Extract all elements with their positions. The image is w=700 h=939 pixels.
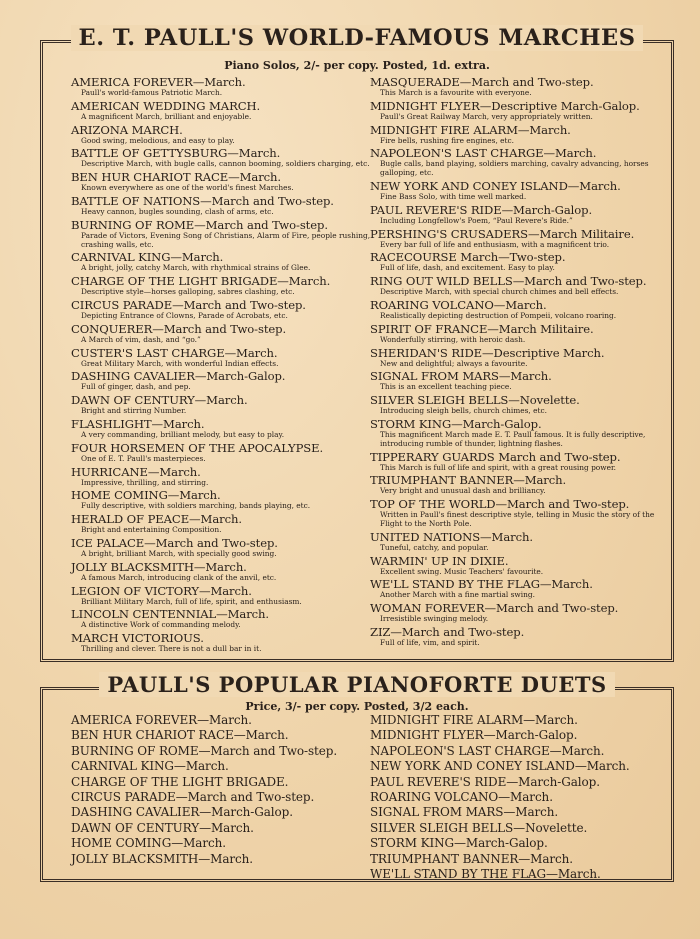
march-title: MIDNIGHT FIRE ALARM—March. [370, 122, 571, 137]
march-entry [370, 123, 675, 146]
march-entry [370, 146, 675, 178]
march-entry [370, 473, 675, 496]
march-title: BEN HUR CHARIOT RACE—March. [71, 170, 281, 185]
march-entry [71, 465, 376, 488]
march-entry [370, 393, 675, 416]
march-description: This magnificent March made E. T. Paull famous. It is fully descriptive, introducing rumble of thunder, lightning flashes. [380, 429, 646, 448]
march-entry [71, 584, 376, 607]
march-title: STORM KING—March-Galop. [370, 416, 542, 431]
march-description: One of E. T. Paull's masterpieces. [81, 453, 206, 463]
march-title: BATTLE OF NATIONS—March and Two-step. [71, 193, 334, 208]
march-description: A March of vim, dash, and “go.” [81, 334, 201, 344]
duet-title: BEN HUR CHARIOT RACE—March. [71, 728, 289, 743]
march-entry [370, 227, 675, 250]
march-entry [71, 441, 376, 464]
march-title: CONQUERER—March and Two-step. [71, 321, 287, 336]
march-title: BATTLE OF GETTYSBURG—March. [71, 146, 281, 161]
duet-title: CHARGE OF THE LIGHT BRIGADE. [71, 774, 289, 789]
march-description: Full of ginger, dash, and pep. [81, 382, 191, 392]
march-title: BURNING OF ROME—March and Two-step. [71, 217, 328, 232]
march-entry [370, 250, 675, 273]
march-description: New and delightful; always a favourite. [380, 358, 528, 368]
march-entry [370, 346, 675, 369]
march-title: LINCOLN CENTENNIAL—March. [71, 607, 270, 622]
march-title: CARNIVAL KING—March. [71, 250, 224, 265]
march-title: UNITED NATIONS—March. [370, 529, 533, 544]
march-entry [71, 99, 376, 122]
march-title: JOLLY BLACKSMITH—March. [71, 559, 247, 574]
march-title: CHARGE OF THE LIGHT BRIGADE—March. [71, 274, 331, 289]
march-description: Another March with a fine martial swing. [380, 590, 535, 600]
duets-panel [40, 672, 674, 882]
march-description: Tuneful, catchy, and popular. [380, 542, 489, 552]
march-description: Impressive, thrilling, and stirring. [81, 477, 209, 487]
march-description: Great Military March, with wonderful Indian effects. [81, 358, 279, 368]
march-entry [71, 170, 376, 193]
march-title: ROARING VOLCANO—March. [370, 297, 547, 312]
march-entry [71, 146, 376, 169]
march-description: Introducing sleigh bells, church chimes, etc. [380, 406, 547, 416]
march-entry [370, 601, 675, 624]
march-title: WE'LL STAND BY THE FLAG—March. [370, 577, 593, 592]
march-description: Thrilling and clever. There is not a dull bar in it. [81, 644, 262, 654]
march-entry [71, 369, 376, 392]
march-title: CIRCUS PARADE—March and Two-step. [71, 297, 306, 312]
march-title: TIPPERARY GUARDS March and Two-step. [370, 449, 621, 464]
duet-title: ROARING VOLCANO—March. [370, 790, 553, 805]
march-description: Heavy cannon, bugles sounding, clash of arms, etc. [81, 206, 274, 216]
march-entry [370, 322, 675, 345]
march-entry [370, 274, 675, 297]
march-title: FLASHLIGHT—March. [71, 416, 205, 431]
march-title: RACECOURSE March—Two-step. [370, 250, 566, 265]
march-entry [370, 450, 675, 473]
march-description: Good swing, melodious, and easy to play. [81, 135, 235, 145]
march-entry [71, 536, 376, 559]
march-description: Fire bells, rushing fire engines, etc. [380, 135, 514, 145]
march-description: Bugle calls, band playing, soldiers marching, cavalry advancing, horses galloping, etc. [380, 159, 649, 178]
march-description: Including Longfellow's Poem, “Paul Revere's Ride.” [380, 215, 573, 225]
march-title: CUSTER'S LAST CHARGE—March. [71, 345, 278, 360]
duet-title: MIDNIGHT FIRE ALARM—March. [370, 713, 578, 727]
march-title: TRIUMPHANT BANNER—March. [370, 473, 567, 488]
march-title: SILVER SLEIGH BELLS—Novelette. [370, 393, 580, 408]
duet-title: BURNING OF ROME—March and Two-step. [71, 743, 338, 758]
march-title: TOP OF THE WORLD—March and Two-step. [370, 497, 630, 512]
duet-title: SILVER SLEIGH BELLS—Novelette. [370, 820, 588, 835]
march-description: Excellent swing. Music Teachers' favourite. [380, 566, 544, 576]
march-title: SPIRIT OF FRANCE—March Militaire. [370, 321, 594, 336]
march-description: A distinctive Work of commanding melody. [81, 620, 241, 630]
march-description: Depicting Entrance of Clowns, Parade of Acrobats, etc. [81, 310, 288, 320]
march-entry [370, 203, 675, 226]
march-description: Full of life, dash, and excitement. Easy to play. [380, 263, 555, 273]
duet-title: DAWN OF CENTURY—March. [71, 820, 254, 835]
march-description: This is an excellent teaching piece. [380, 382, 512, 392]
duets-right-column [370, 713, 675, 882]
march-title: HURRICANE—March. [71, 464, 201, 479]
marches-subtitle: Piano Solos, 2/- per copy. Posted, 1d. extra. [224, 59, 490, 72]
march-entry [71, 123, 376, 146]
march-title: PAUL REVERE'S RIDE—March-Galop. [370, 202, 593, 217]
duet-title: SIGNAL FROM MARS—March. [370, 805, 559, 820]
march-title: HOME COMING—March. [71, 488, 221, 503]
march-entry [370, 298, 675, 321]
march-description: Irresistible swinging melody. [380, 614, 489, 624]
march-entry [370, 99, 675, 122]
march-entry [71, 607, 376, 630]
march-title: HERALD OF PEACE—March. [71, 512, 242, 527]
marches-panel [40, 25, 674, 662]
march-entry [71, 218, 376, 250]
march-description: A magnificent March, brilliant and enjoyable. [81, 111, 252, 121]
march-entry [370, 554, 675, 577]
march-entry [71, 250, 376, 273]
march-description: Written in Paull's finest descriptive style, telling in Music the story of the Flight to the North Pole. [380, 510, 655, 528]
march-description: Bright and stirring Number. [81, 406, 187, 416]
march-entry [71, 274, 376, 297]
march-entry [71, 631, 376, 654]
marches-left-column [71, 75, 376, 655]
march-description: Paull's Great Railway March, very appropriately written. [380, 111, 593, 121]
march-title: FOUR HORSEMEN OF THE APOCALYPSE. [71, 440, 324, 455]
march-title: DAWN OF CENTURY—March. [71, 393, 248, 408]
march-title: DASHING CAVALIER—March-Galop. [71, 369, 286, 384]
march-title: NAPOLEON'S LAST CHARGE—March. [370, 146, 597, 161]
march-entry [71, 322, 376, 345]
march-description: Descriptive March, with bugle calls, cannon booming, soldiers charging, etc. [81, 159, 370, 169]
duet-title: AMERICA FOREVER—March. [71, 713, 252, 727]
march-title: NEW YORK AND CONEY ISLAND—March. [370, 178, 621, 193]
march-entry [71, 417, 376, 440]
march-entry [370, 75, 675, 98]
marches-right-column [370, 75, 675, 649]
march-description: Bright and entertaining Composition. [81, 525, 222, 535]
march-entry [71, 346, 376, 369]
march-title: MASQUERADE—March and Two-step. [370, 75, 594, 89]
march-entry [370, 625, 675, 648]
march-description: Full of life, vim, and spirit. [380, 637, 480, 647]
march-description: Known everywhere as one of the world's finest Marches. [81, 183, 294, 193]
march-title: AMERICAN WEDDING MARCH. [71, 98, 261, 113]
march-entry [370, 577, 675, 600]
duet-title: MIDNIGHT FLYER—March-Galop. [370, 728, 578, 743]
duet-title: STORM KING—March-Galop. [370, 836, 548, 851]
march-description: A bright, brilliant March, with specially good swing. [81, 548, 277, 558]
duet-title: HOME COMING—March. [71, 836, 226, 851]
march-description: A bright, jolly, catchy March, with rhythmical strains of Glee. [81, 263, 311, 273]
march-entry [71, 512, 376, 535]
march-entry [71, 298, 376, 321]
march-description: Very bright and unusual dash and brilliancy. [380, 486, 546, 496]
march-description: Wonderfully stirring, with heroic dash. [380, 334, 526, 344]
march-description: Paull's world-famous Patriotic March. [81, 88, 223, 97]
duets-left-column [71, 713, 376, 867]
duets-title: PAULL'S POPULAR PIANOFORTE DUETS [43, 672, 671, 697]
march-entry [370, 530, 675, 553]
march-entry [71, 393, 376, 416]
march-entry [370, 369, 675, 392]
march-description: A famous March, introducing clank of the anvil, etc. [81, 572, 277, 582]
duet-title: WE'LL STAND BY THE FLAG—March. [370, 867, 601, 882]
march-description: Fine Bass Solo, with time well marked. [380, 191, 527, 201]
march-title: ICE PALACE—March and Two-step. [71, 535, 278, 550]
duet-title: NEW YORK AND CONEY ISLAND—March. [370, 759, 630, 774]
march-description: Realistically depicting destruction of Pompeii, volcano roaring. [380, 310, 617, 320]
march-title: SIGNAL FROM MARS—March. [370, 369, 552, 384]
march-title: PERSHING'S CRUSADERS—March Militaire. [370, 226, 635, 241]
march-description: Every bar full of life and enthusiasm, with a magnificent trio. [380, 239, 610, 249]
duet-title: CIRCUS PARADE—March and Two-step. [71, 790, 315, 805]
duet-title: TRIUMPHANT BANNER—March. [370, 851, 574, 866]
march-title: LEGION OF VICTORY—March. [71, 583, 252, 598]
march-title: ARIZONA MARCH. [71, 122, 183, 137]
march-title: WARMIN' UP IN DIXIE. [370, 553, 509, 568]
march-title: RING OUT WILD BELLS—March and Two-step. [370, 274, 647, 289]
duet-title: NAPOLEON'S LAST CHARGE—March. [370, 743, 605, 758]
march-title: SHERIDAN'S RIDE—Descriptive March. [370, 345, 605, 360]
march-title: MIDNIGHT FLYER—Descriptive March-Galop. [370, 98, 640, 113]
march-title: MARCH VICTORIOUS. [71, 631, 204, 646]
march-description: A very commanding, brilliant melody, but easy to play. [81, 429, 285, 439]
march-description: Brilliant Military March, full of life, spirit, and enthusiasm. [81, 596, 302, 606]
march-title: ZIZ—March and Two-step. [370, 624, 525, 639]
march-entry [370, 179, 675, 202]
duet-title: PAUL REVERE'S RIDE—March-Galop. [370, 774, 600, 789]
duet-title: JOLLY BLACKSMITH—March. [71, 851, 254, 866]
march-description: This March is a favourite with everyone. [380, 88, 532, 97]
march-entry [370, 497, 675, 529]
marches-title: E. T. PAULL'S WORLD-FAMOUS MARCHES [43, 25, 671, 51]
march-description: This March is full of life and spirit, with a great rousing power. [380, 462, 617, 472]
duets-subtitle: Price, 3/- per copy. Posted, 3/2 each. [245, 700, 469, 713]
march-entry [71, 75, 376, 98]
march-entry [370, 417, 675, 449]
march-entry [71, 488, 376, 511]
march-description: Fully descriptive, with soldiers marching, bands playing, etc. [81, 501, 311, 511]
march-title: AMERICA FOREVER—March. [71, 75, 246, 89]
duet-title: CARNIVAL KING—March. [71, 759, 229, 774]
march-entry [71, 560, 376, 583]
duet-title: DASHING CAVALIER—March-Galop. [71, 805, 293, 820]
march-description: Parade of Victors, Evening Song of Christians, Alarm of Fire, people rushing, crashing walls, etc. [81, 230, 371, 249]
march-title: WOMAN FOREVER—March and Two-step. [370, 601, 619, 616]
march-entry [71, 194, 376, 217]
march-description: Descriptive style—horses galloping, sabres clashing, etc. [81, 287, 295, 297]
march-description: Descriptive March, with special church chimes and bell effects. [380, 287, 619, 297]
